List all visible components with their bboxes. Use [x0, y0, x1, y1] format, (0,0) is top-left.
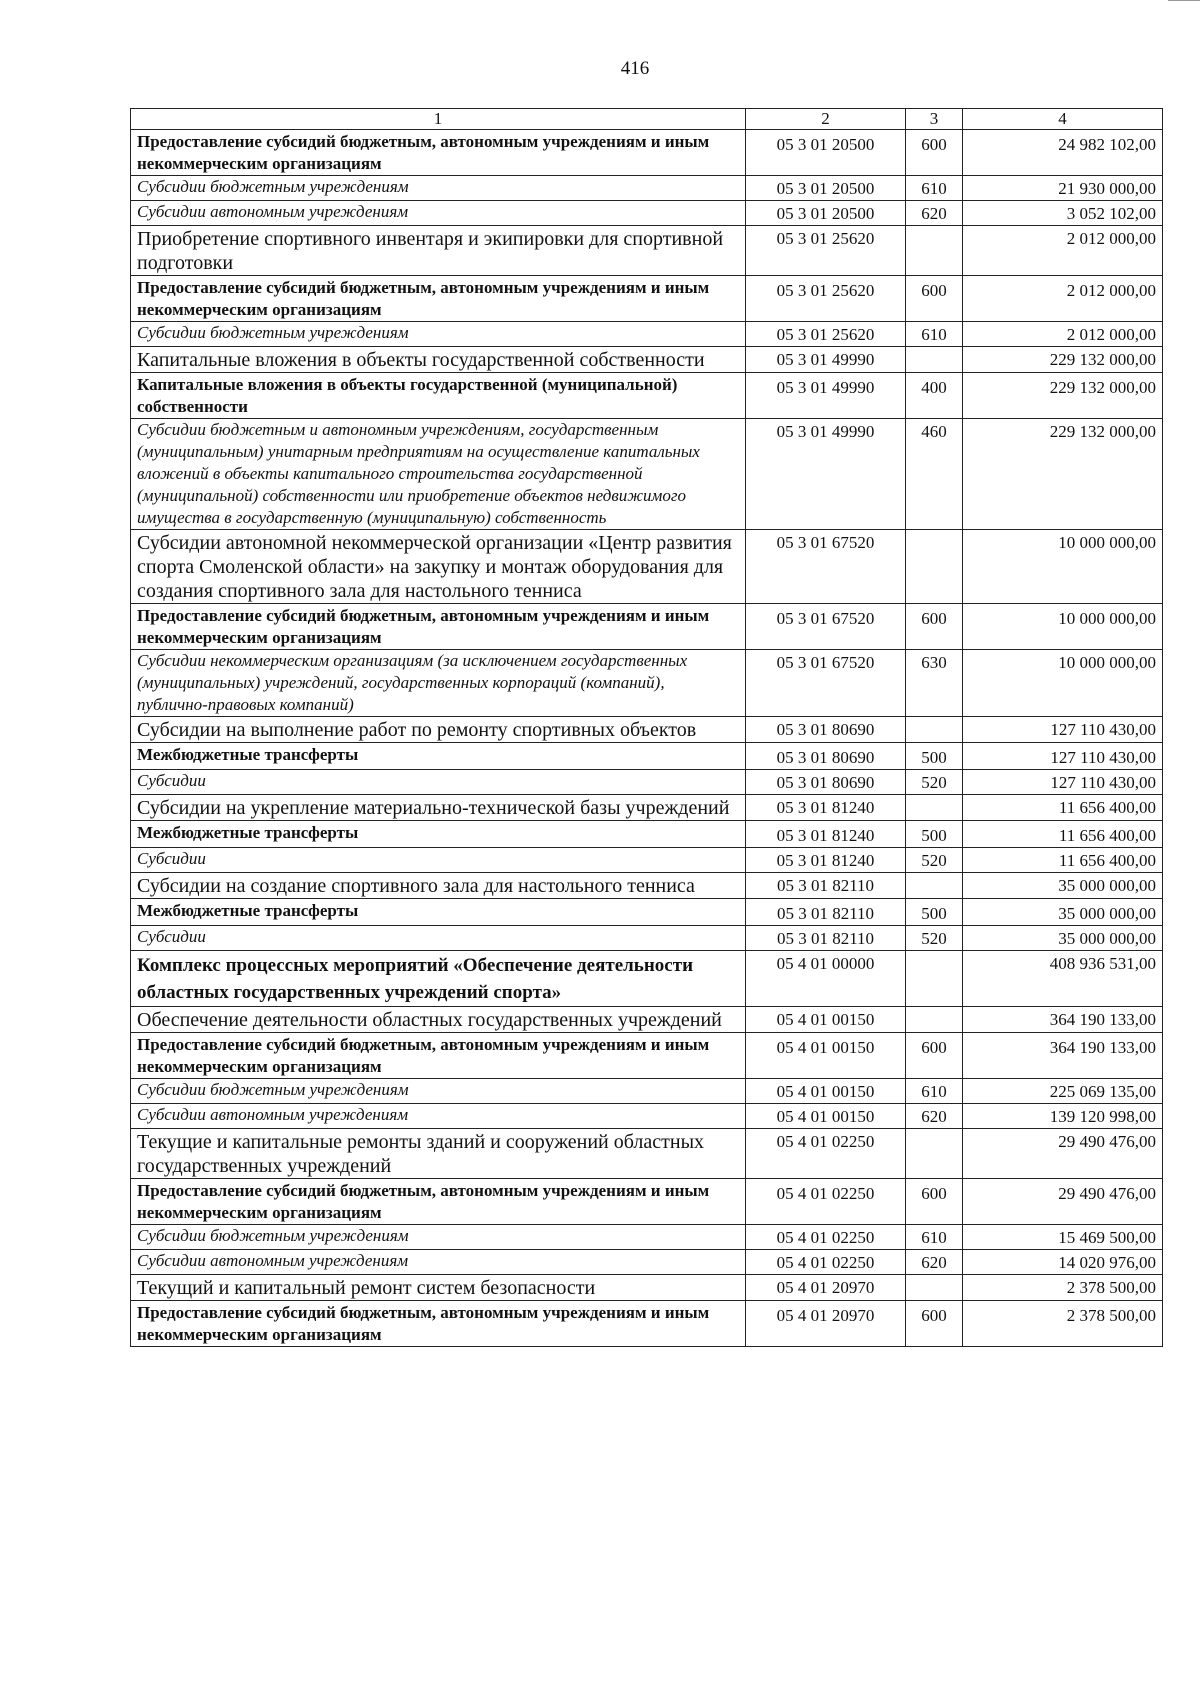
row-code-cell: 05 3 01 80690: [746, 770, 906, 795]
row-expense-type-cell: 400: [906, 373, 963, 419]
row-code-cell: 05 3 01 81240: [746, 795, 906, 821]
row-code-cell: 05 3 01 20500: [746, 201, 906, 226]
row-expense-type-cell: 500: [906, 899, 963, 926]
row-name-cell: Межбюджетные трансферты: [131, 821, 746, 848]
row-expense-type-cell: 600: [906, 130, 963, 176]
row-amount-cell: 408 936 531,00: [963, 951, 1163, 1007]
row-expense-type-cell: [906, 530, 963, 604]
row-code-cell: 05 3 01 49990: [746, 347, 906, 373]
row-code-cell: 05 3 01 80690: [746, 717, 906, 743]
row-name-cell: Предоставление субсидий бюджетным, автономным учреждениям и иным некоммерческим организациям: [131, 1179, 746, 1225]
row-name-cell: Субсидии бюджетным и автономным учреждениям, государственным (муниципальным) унитарным предприятиям на осуществление капитальных вложений в объекты капитального строительства государственной (муниципальной) собственности или приобретение объектов недвижимого имущества в государственную (муниципальную) собственность: [131, 419, 746, 530]
table-row: [131, 795, 1163, 821]
row-expense-type-cell: 520: [906, 848, 963, 873]
row-code-cell: 05 3 01 80690: [746, 743, 906, 770]
row-code-cell: 05 3 01 49990: [746, 419, 906, 530]
row-code-cell: 05 3 01 67520: [746, 604, 906, 650]
row-amount-cell: 127 110 430,00: [963, 717, 1163, 743]
column-number-row: [131, 109, 1163, 130]
row-name-cell: Субсидии некоммерческим организациям (за исключением государственных (муниципальных) учреждений, государственных корпораций (компаний), публично-правовых компаний): [131, 650, 746, 717]
row-name-cell: Капитальные вложения в объекты государственной собственности: [131, 347, 746, 373]
row-name-cell: Предоставление субсидий бюджетным, автономным учреждениям и иным некоммерческим организациям: [131, 604, 746, 650]
row-code-cell: 05 3 01 67520: [746, 530, 906, 604]
row-expense-type-cell: 600: [906, 604, 963, 650]
row-expense-type-cell: [906, 795, 963, 821]
row-name-cell: Субсидии бюджетным учреждениям: [131, 1079, 746, 1104]
column-header-1: 1: [131, 109, 746, 130]
row-expense-type-cell: 600: [906, 1301, 963, 1347]
row-code-cell: 05 4 01 20970: [746, 1275, 906, 1301]
row-amount-cell: 35 000 000,00: [963, 899, 1163, 926]
row-amount-cell: 225 069 135,00: [963, 1079, 1163, 1104]
row-amount-cell: 21 930 000,00: [963, 176, 1163, 201]
row-expense-type-cell: 500: [906, 743, 963, 770]
row-amount-cell: 2 378 500,00: [963, 1275, 1163, 1301]
row-name-cell: Предоставление субсидий бюджетным, автономным учреждениям и иным некоммерческим организациям: [131, 130, 746, 176]
row-name-cell: Субсидии автономной некоммерческой организации «Центр развития спорта Смоленской области» на закупку и монтаж оборудования для создания спортивного зала для настольного тенниса: [131, 530, 746, 604]
table-row: [131, 373, 1163, 419]
row-name-cell: Субсидии на укрепление материально-технической базы учреждений: [131, 795, 746, 821]
row-code-cell: 05 4 01 00150: [746, 1007, 906, 1033]
row-amount-cell: 127 110 430,00: [963, 743, 1163, 770]
row-name-cell: Субсидии бюджетным учреждениям: [131, 176, 746, 201]
row-amount-cell: 229 132 000,00: [963, 419, 1163, 530]
row-expense-type-cell: [906, 347, 963, 373]
row-code-cell: 05 3 01 20500: [746, 176, 906, 201]
row-expense-type-cell: 610: [906, 176, 963, 201]
scan-edge-line: [1168, 0, 1200, 1]
table-row: [131, 1225, 1163, 1250]
table-row: [131, 926, 1163, 951]
column-header-4: 4: [963, 109, 1163, 130]
row-expense-type-cell: [906, 1275, 963, 1301]
row-expense-type-cell: [906, 873, 963, 899]
row-code-cell: 05 4 01 00150: [746, 1104, 906, 1129]
table-row: [131, 717, 1163, 743]
table-row: [131, 743, 1163, 770]
row-name-cell: Текущие и капитальные ремонты зданий и сооружений областных государственных учреждений: [131, 1129, 746, 1179]
page-number: 416: [620, 58, 650, 79]
row-code-cell: 05 4 01 00000: [746, 951, 906, 1007]
row-amount-cell: 2 012 000,00: [963, 276, 1163, 322]
row-expense-type-cell: 620: [906, 1250, 963, 1275]
row-name-cell: Предоставление субсидий бюджетным, автономным учреждениям и иным некоммерческим организациям: [131, 1033, 746, 1079]
row-name-cell: Предоставление субсидий бюджетным, автономным учреждениям и иным некоммерческим организациям: [131, 276, 746, 322]
row-amount-cell: 11 656 400,00: [963, 795, 1163, 821]
row-amount-cell: 35 000 000,00: [963, 873, 1163, 899]
row-code-cell: 05 3 01 82110: [746, 926, 906, 951]
table-row: [131, 130, 1163, 176]
table-row: [131, 1179, 1163, 1225]
row-expense-type-cell: [906, 1007, 963, 1033]
row-code-cell: 05 4 01 00150: [746, 1079, 906, 1104]
row-code-cell: 05 4 01 20970: [746, 1301, 906, 1347]
row-name-cell: Предоставление субсидий бюджетным, автономным учреждениям и иным некоммерческим организациям: [131, 1301, 746, 1347]
row-code-cell: 05 3 01 25620: [746, 276, 906, 322]
row-expense-type-cell: 500: [906, 821, 963, 848]
table-row: [131, 201, 1163, 226]
table-row: [131, 530, 1163, 604]
row-name-cell: Субсидии: [131, 848, 746, 873]
row-code-cell: 05 3 01 67520: [746, 650, 906, 717]
table-row: [131, 1301, 1163, 1347]
row-code-cell: 05 3 01 81240: [746, 848, 906, 873]
row-expense-type-cell: [906, 717, 963, 743]
row-code-cell: 05 3 01 49990: [746, 373, 906, 419]
row-name-cell: Субсидии бюджетным учреждениям: [131, 322, 746, 347]
table-row: [131, 276, 1163, 322]
row-expense-type-cell: 610: [906, 1225, 963, 1250]
row-code-cell: 05 4 01 02250: [746, 1179, 906, 1225]
table-row: [131, 1104, 1163, 1129]
column-header-3: 3: [906, 109, 963, 130]
table-row: [131, 322, 1163, 347]
row-expense-type-cell: 600: [906, 276, 963, 322]
row-amount-cell: 29 490 476,00: [963, 1179, 1163, 1225]
row-expense-type-cell: [906, 1129, 963, 1179]
row-amount-cell: 11 656 400,00: [963, 848, 1163, 873]
table-row: [131, 347, 1163, 373]
row-code-cell: 05 4 01 02250: [746, 1225, 906, 1250]
row-name-cell: Субсидии: [131, 770, 746, 795]
table-row: [131, 873, 1163, 899]
table-row: [131, 1007, 1163, 1033]
row-code-cell: 05 4 01 02250: [746, 1250, 906, 1275]
budget-table: [130, 108, 1163, 1347]
row-amount-cell: 2 012 000,00: [963, 226, 1163, 276]
row-amount-cell: 127 110 430,00: [963, 770, 1163, 795]
row-name-cell: Межбюджетные трансферты: [131, 899, 746, 926]
row-amount-cell: 11 656 400,00: [963, 821, 1163, 848]
table-row: [131, 1250, 1163, 1275]
row-code-cell: 05 3 01 25620: [746, 322, 906, 347]
row-amount-cell: 229 132 000,00: [963, 347, 1163, 373]
table-row: [131, 848, 1163, 873]
row-amount-cell: 15 469 500,00: [963, 1225, 1163, 1250]
table-row: [131, 1079, 1163, 1104]
table-row: [131, 604, 1163, 650]
row-name-cell: Субсидии на выполнение работ по ремонту спортивных объектов: [131, 717, 746, 743]
row-expense-type-cell: 520: [906, 770, 963, 795]
row-expense-type-cell: 600: [906, 1033, 963, 1079]
row-amount-cell: 3 052 102,00: [963, 201, 1163, 226]
row-amount-cell: 10 000 000,00: [963, 604, 1163, 650]
row-expense-type-cell: 630: [906, 650, 963, 717]
row-expense-type-cell: 610: [906, 322, 963, 347]
row-expense-type-cell: 600: [906, 1179, 963, 1225]
table-row: [131, 821, 1163, 848]
row-code-cell: 05 3 01 81240: [746, 821, 906, 848]
row-name-cell: Субсидии автономным учреждениям: [131, 1104, 746, 1129]
row-name-cell: Субсидии: [131, 926, 746, 951]
row-amount-cell: 14 020 976,00: [963, 1250, 1163, 1275]
row-code-cell: 05 4 01 02250: [746, 1129, 906, 1179]
row-amount-cell: 2 378 500,00: [963, 1301, 1163, 1347]
row-amount-cell: 10 000 000,00: [963, 530, 1163, 604]
table-row: [131, 1033, 1163, 1079]
row-name-cell: Субсидии бюджетным учреждениям: [131, 1225, 746, 1250]
row-name-cell: Субсидии автономным учреждениям: [131, 1250, 746, 1275]
table-body: [131, 130, 1163, 1347]
table-row: [131, 419, 1163, 530]
row-expense-type-cell: 620: [906, 201, 963, 226]
column-header-2: 2: [746, 109, 906, 130]
row-code-cell: 05 3 01 20500: [746, 130, 906, 176]
row-expense-type-cell: 520: [906, 926, 963, 951]
row-code-cell: 05 3 01 25620: [746, 226, 906, 276]
row-amount-cell: 229 132 000,00: [963, 373, 1163, 419]
row-code-cell: 05 4 01 00150: [746, 1033, 906, 1079]
row-name-cell: Субсидии автономным учреждениям: [131, 201, 746, 226]
row-name-cell: Межбюджетные трансферты: [131, 743, 746, 770]
table-row: [131, 1129, 1163, 1179]
row-amount-cell: 2 012 000,00: [963, 322, 1163, 347]
row-code-cell: 05 3 01 82110: [746, 873, 906, 899]
row-name-cell: Субсидии на создание спортивного зала для настольного тенниса: [131, 873, 746, 899]
table-row: [131, 899, 1163, 926]
row-expense-type-cell: [906, 226, 963, 276]
row-amount-cell: 139 120 998,00: [963, 1104, 1163, 1129]
row-name-cell: Текущий и капитальный ремонт систем безопасности: [131, 1275, 746, 1301]
row-amount-cell: 29 490 476,00: [963, 1129, 1163, 1179]
table-row: [131, 226, 1163, 276]
table-row: [131, 1275, 1163, 1301]
row-code-cell: 05 3 01 82110: [746, 899, 906, 926]
row-expense-type-cell: 610: [906, 1079, 963, 1104]
row-amount-cell: 364 190 133,00: [963, 1007, 1163, 1033]
row-expense-type-cell: [906, 951, 963, 1007]
table-row: [131, 951, 1163, 1007]
table-row: [131, 770, 1163, 795]
row-name-cell: Комплекс процессных мероприятий «Обеспечение деятельности областных государственных учреждений спорта»: [131, 951, 746, 1007]
row-name-cell: Приобретение спортивного инвентаря и экипировки для спортивной подготовки: [131, 226, 746, 276]
table-row: [131, 650, 1163, 717]
row-expense-type-cell: 460: [906, 419, 963, 530]
row-name-cell: Капитальные вложения в объекты государственной (муниципальной) собственности: [131, 373, 746, 419]
row-name-cell: Обеспечение деятельности областных государственных учреждений: [131, 1007, 746, 1033]
row-amount-cell: 364 190 133,00: [963, 1033, 1163, 1079]
table-row: [131, 176, 1163, 201]
row-expense-type-cell: 620: [906, 1104, 963, 1129]
row-amount-cell: 10 000 000,00: [963, 650, 1163, 717]
row-amount-cell: 24 982 102,00: [963, 130, 1163, 176]
row-amount-cell: 35 000 000,00: [963, 926, 1163, 951]
